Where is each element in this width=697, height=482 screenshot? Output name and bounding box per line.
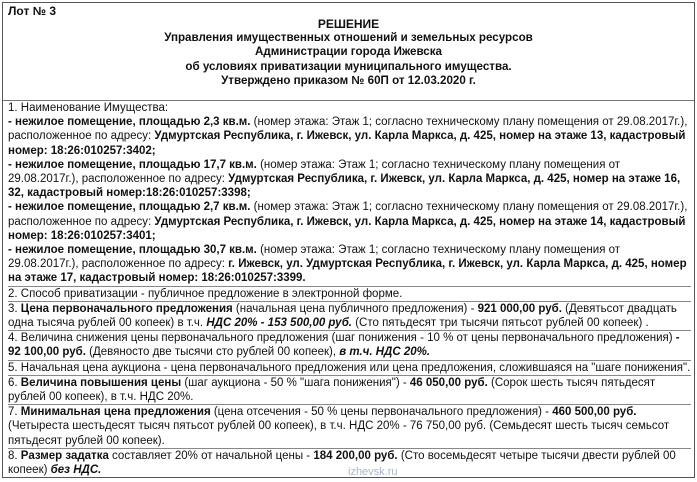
property-address: Удмуртская Республика, г. Ижевск, ул. Карла Маркса, д. 425, номер на этаже 14, кадастровый номер: 18:26:010257:3401;: [8, 215, 686, 242]
property-address: г. Ижевск, ул. Удмуртская Республика, г. Ижевск, ул. Карла Маркса, д. 425, номер на этаже 17, кадастровый номер: 18:26:010257:3399.: [8, 258, 687, 285]
property-details: (номер этажа: Этаж 1; согласно техническому плану помещения от 29.08.2017г.), расположенное по адресу:: [8, 201, 688, 228]
auction-start-price-text: 5. Начальная цена аукциона - цена первоначального предложения или цена предложения, сложившаяся на "шаге понижения".: [8, 361, 691, 374]
property-address: Удмуртская Республика, г. Ижевск, ул. Карла Маркса, д. 425, номер на этаже 13, кадастровый номер: 18:26:010257:3402;: [8, 130, 686, 157]
deposit-vat: без НДС.: [50, 464, 102, 477]
deposit-label: Размер задатка: [20, 449, 109, 462]
price-increase-num: 6.: [8, 376, 21, 389]
minimum-price-text: [8, 405, 691, 448]
initial-price-text: [8, 302, 691, 330]
property-name: - нежилое помещение, площадью 2,3 кв.м.: [8, 116, 251, 129]
price-increase-words: (Сорок шесть тысяч пятьдесят рублей 00 копеек), в т.ч. НДС 20%.: [8, 376, 656, 404]
initial-price-amount: 921 000,00 руб.: [477, 302, 562, 315]
property-name: - нежилое помещение, площадью 2,7 кв.м.: [8, 201, 251, 214]
price-reduction-words: (Девяносто две тысячи сто рублей 00 копеек),: [85, 346, 340, 359]
deposit-words: (Сто восемьдесят четыре тысячи двести рублей 00 копеек): [8, 449, 676, 477]
document-title: РЕШЕНИЕ: [317, 17, 380, 31]
initial-price-label: Цена первоначального предложения: [20, 302, 233, 315]
minimum-price-words: (Четыреста шестьдесят тысяч пятьсот рублей 00 копеек), в т.ч. НДС 20% - 76 750,00 руб. (Семьдесят шесть тысяч семьсот пятьдесят рублей 00 копеек).: [8, 420, 670, 447]
initial-price-vat-words: (Сто пятьдесят три тысячи пятьсот рублей 00 копеек) .: [352, 317, 649, 330]
property-name: - нежилое помещение, площадью 17,7 кв.м.: [8, 158, 257, 171]
section-privatization-method: [8, 287, 691, 302]
price-reduction-amount: - 92 100,00 руб.: [8, 332, 680, 359]
lot-number: Лот № 3: [8, 4, 57, 18]
property-item: [8, 158, 691, 201]
deposit-amount: 184 200,00 руб.: [313, 449, 398, 462]
property-address: Удмуртская Республика, г. Ижевск, ул. Карла Маркса, д. 425, номер на этаже 16, 32, кадастровый номер:18:26:010257:3398;: [8, 173, 681, 200]
header-line-3: об условиях приватизации муниципального имущества.: [185, 59, 512, 73]
section-minimum-price: [8, 405, 691, 449]
initial-price-desc: (начальная цена публичного предложения) -: [232, 302, 478, 315]
minimum-price-label: Минимальная цена предложения: [20, 406, 211, 419]
initial-price-words: (Девятьсот двадцать одна тысяча рублей 00 копеек) в т.ч.: [8, 302, 677, 330]
property-details: (номер этажа: Этаж 1; согласно техническому плану помещения от 29.08.2017г.), расположенное по адресу:: [8, 244, 621, 271]
price-reduction-text: [8, 331, 691, 359]
property-details: (номер этажа: Этаж 1; согласно техническому плану помещения от 29.08.2017г.), расположенное по адресу:: [8, 116, 688, 143]
header-line-4: Утверждено приказом № 60П от 12.03.2020 г.: [221, 73, 476, 87]
section-auction-start-price: [8, 361, 691, 376]
deposit-desc: составляет 20% от начальной цены -: [108, 449, 314, 462]
initial-price-vat: НДС 20% - 153 500,00 руб.: [206, 317, 353, 330]
decision-document: [2, 2, 695, 478]
site-watermark: izhevsk.ru: [348, 466, 398, 478]
property-name: - нежилое помещение, площадью 30,7 кв.м.: [8, 244, 257, 257]
section-property: [8, 101, 691, 287]
document-header: [3, 3, 694, 88]
minimum-price-desc: (цена отсечения - 50 % цены первоначального предложения) -: [210, 406, 553, 419]
header-line-1: Управления имущественных отношений и земельных ресурсов: [164, 31, 533, 45]
price-reduction-vat: в т.ч. НДС 20%.: [339, 346, 431, 359]
section-initial-price: [8, 302, 691, 331]
price-increase-label: Величина повышения цены: [20, 376, 182, 389]
header-line-2: Администрации города Ижевска: [254, 45, 442, 59]
property-item: [8, 200, 691, 243]
minimum-price-num: 7.: [8, 406, 21, 419]
price-increase-text: [8, 376, 691, 404]
document-body: [3, 101, 694, 477]
property-details: (номер этажа: Этаж 1; согласно техническому плану помещения от 29.08.2017г.), расположенное по адресу:: [8, 158, 621, 186]
privatization-method-text: 2. Способ приватизации - публичное предложение в электронной форме.: [8, 287, 403, 300]
deposit-num: 8.: [8, 449, 21, 462]
price-increase-desc: (шаг аукциона - 50 % "шага понижения") -: [181, 376, 410, 389]
price-increase-amount: 46 050,00 руб.: [409, 376, 488, 389]
section-price-reduction: [8, 331, 691, 360]
minimum-price-amount: 460 500,00 руб.: [552, 406, 637, 419]
property-item: [8, 243, 691, 286]
price-reduction-desc: 4. Величина снижения цены первоначального предложения (шаг понижения - 10 % от цены первоначального предложения): [8, 332, 676, 345]
section-price-increase: [8, 376, 691, 405]
initial-price-num: 3.: [8, 302, 21, 315]
property-item: [8, 115, 691, 158]
property-heading: 1. Наименование Имущества:: [8, 102, 169, 115]
